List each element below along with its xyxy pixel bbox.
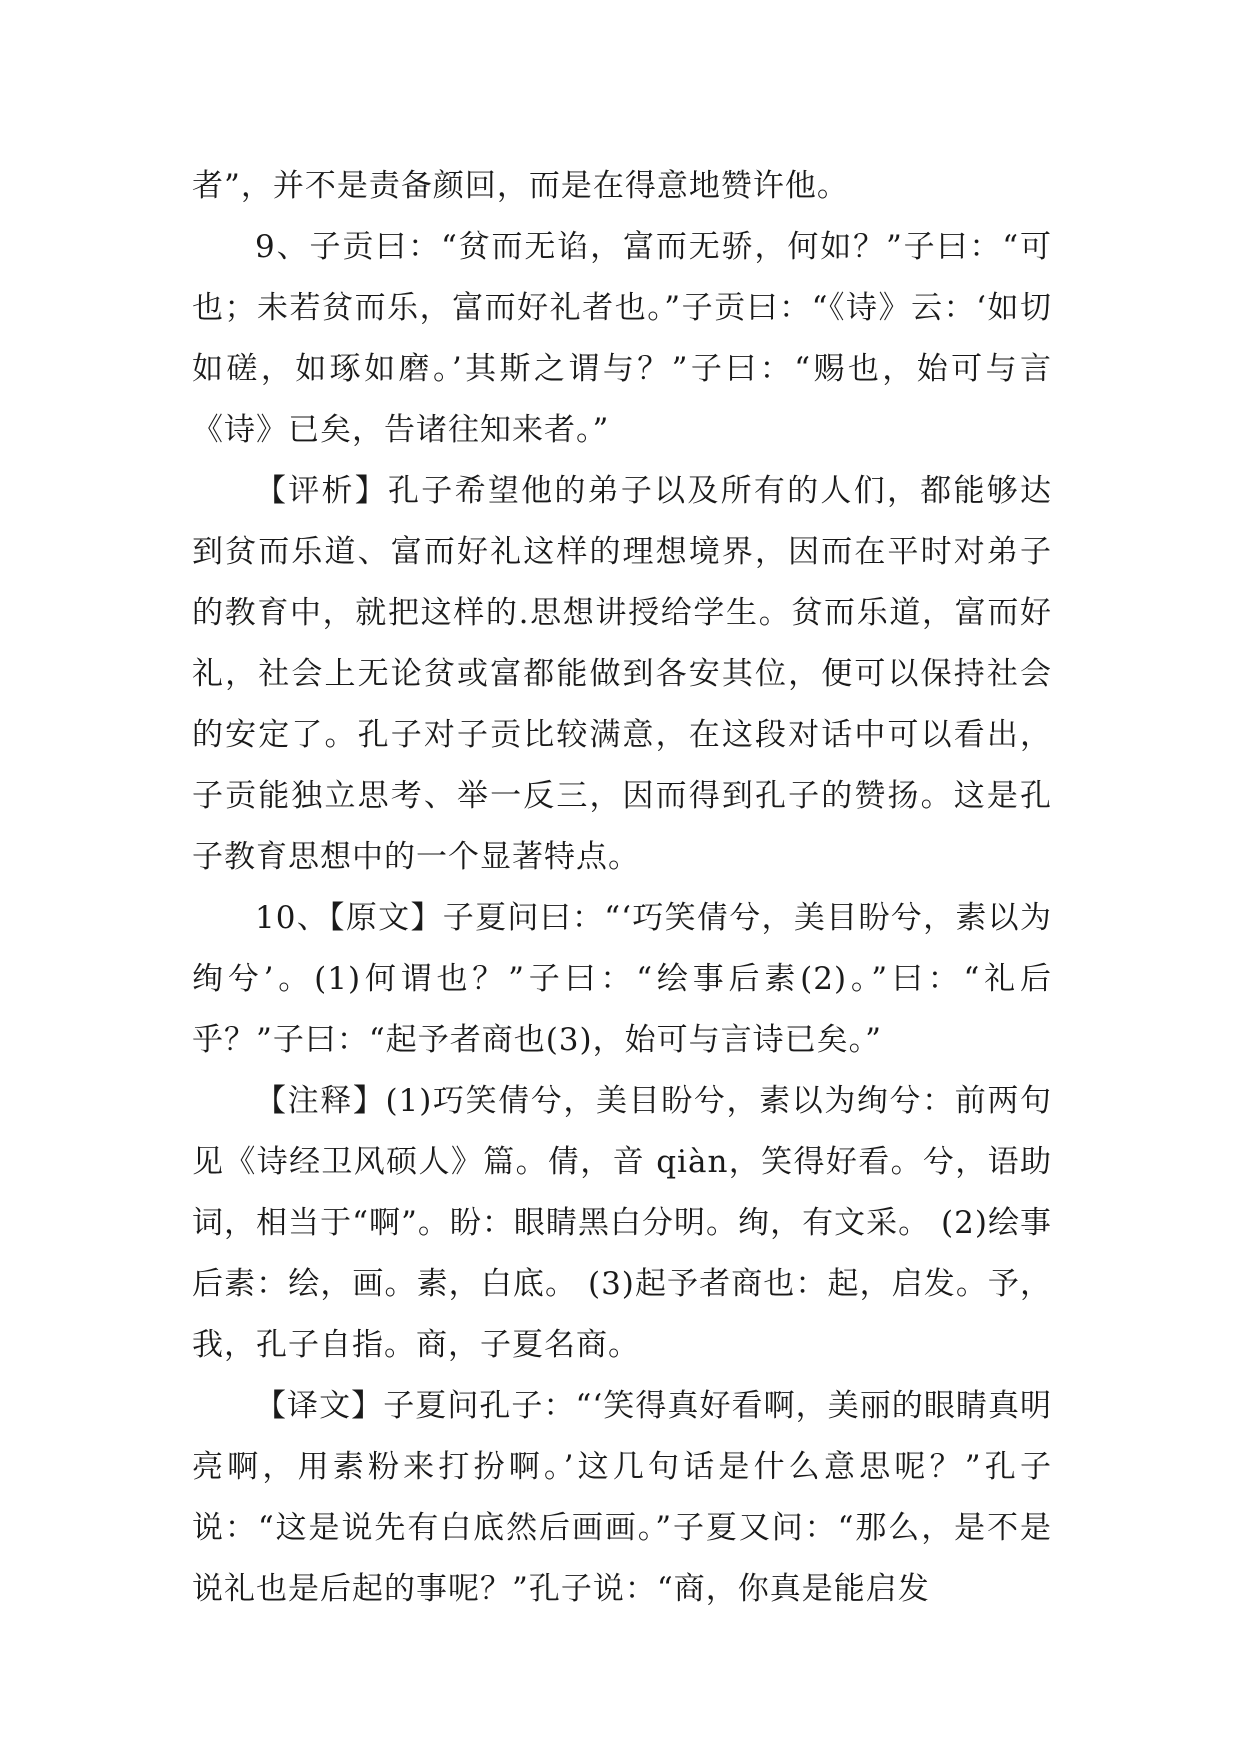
paragraph-section-9: 9、子贡曰：“贫而无谄，富而无骄，何如？”子曰：“可也；未若贫而乐，富而好礼者也。”子贡曰：“《诗》云：‘如切如磋，如琢如磨。’其斯之谓与？”子曰：“赐也，始可与言《诗》已矣，告诸往知来者。” [192, 229, 1052, 448]
document-body [192, 156, 1052, 1620]
paragraph-section-10-original: 10、【原文】子夏问曰：“‘巧笑倩兮，美目盼兮，素以为绚兮’。(1)何谓也？”子曰：“绘事后素(2)。”曰：“礼后乎？”子曰：“起予者商也(3)，始可与言诗已矣。” [192, 900, 1052, 1058]
paragraph-translation: 【译文】子夏问孔子：“‘笑得真好看啊，美丽的眼睛真明亮啊，用素粉来打扮啊。’这几句话是什么意思呢？”孔子说：“这是说先有白底然后画画。”子夏又问：“那么，是不是说礼也是后起的事呢？”孔子说：“商，你真是能启发 [192, 1388, 1052, 1607]
paragraph-analysis: 【评析】孔子希望他的弟子以及所有的人们，都能够达到贫而乐道、富而好礼这样的理想境界，因而在平时对弟子的教育中，就把这样的.思想讲授给学生。贫而乐道，富而好礼，社会上无论贫或富都能做到各安其位，便可以保持社会的安定了。孔子对子贡比较满意，在这段对话中可以看出，子贡能独立思考、举一反三，因而得到孔子的赞扬。这是孔子教育思想中的一个显著特点。 [192, 473, 1052, 875]
paragraph-annotation: 【注释】(1)巧笑倩兮，美目盼兮，素以为绚兮：前两句见《诗经卫风硕人》篇。倩，音 qiàn，笑得好看。兮，语助词，相当于“啊”。盼：眼睛黑白分明。绚，有文采。 (2)绘事后素：绘，画。素，白底。 (3)起予者商也：起，启发。予，我，孔子自指。商，子夏名商。 [192, 1083, 1052, 1363]
paragraph-continuation: 者”，并不是责备颜回，而是在得意地赞许他。 [192, 168, 849, 204]
